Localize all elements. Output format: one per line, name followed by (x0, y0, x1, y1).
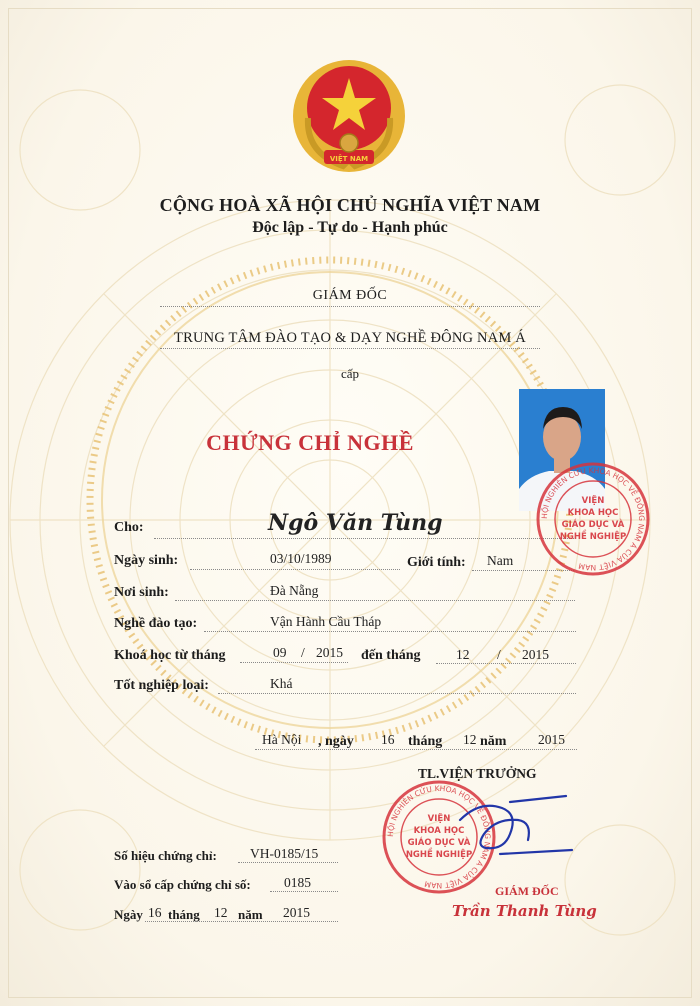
dob-label: Ngày sinh: (114, 553, 179, 568)
course-label: Khoá học từ tháng (114, 648, 226, 663)
fill-line (190, 569, 400, 570)
svg-text:VIỆT NAM: VIỆT NAM (329, 155, 369, 163)
fill-line (204, 631, 576, 632)
course-from-month: 09 (273, 645, 287, 660)
handwritten-signature (440, 790, 580, 870)
month-label: tháng (408, 734, 443, 749)
svg-text:VIỆN: VIỆN (427, 814, 451, 824)
fill-line (175, 600, 575, 601)
official-seal-icon (534, 460, 652, 578)
svg-text:NGHỀ NGHIỆP: NGHỀ NGHIỆP (559, 532, 627, 542)
fill-line (436, 663, 576, 664)
book-value: 0185 (284, 875, 311, 890)
dob-value: 03/10/1989 (270, 551, 332, 566)
grade-value: Khá (270, 676, 293, 691)
reg-month-label: tháng (168, 907, 200, 922)
svg-text:HỘI NGHIÊN CỨU KHOA HỌC VỀ ĐÔN: HỘI NGHIÊN CỨU KHOA HỌC VỀ ĐÔNG NAM Á CỦA VIỆT NAM (539, 465, 647, 573)
course-to-month: 12 (456, 647, 470, 662)
trade-label: Nghề đào tạo: (114, 616, 198, 631)
svg-text:GIÁO DỤC VÀ: GIÁO DỤC VÀ (561, 520, 625, 530)
holder-name: Ngô Văn Tùng (268, 510, 443, 536)
svg-text:HỘI NGHIÊN CỨU KHOA HỌC VỀ ĐÔN: HỘI NGHIÊN CỨU KHOA HỌC VỀ ĐÔNG NAM Á CỦA VIỆT NAM (385, 783, 493, 891)
fill-line (154, 538, 574, 539)
divider (160, 348, 540, 349)
issuer-title: GIÁM ĐỐC (312, 288, 388, 303)
gender-value: Nam (487, 553, 514, 568)
birthplace-value: Đà Nẵng (270, 583, 319, 598)
reg-year-label: năm (238, 907, 263, 922)
national-emblem-icon (288, 58, 410, 180)
svg-text:VIỆN: VIỆN (581, 496, 605, 506)
fill-line (240, 662, 348, 663)
slash: / (301, 645, 305, 660)
issuer-organization: TRUNG TÂM ĐÀO TẠO & DẠY NGHỀ ĐÔNG NAM Á (174, 330, 526, 346)
book-label: Vào sổ cấp chứng chỉ số: (114, 877, 251, 892)
serial-value: VH-0185/15 (250, 846, 319, 861)
reg-date-label: Ngày (114, 907, 143, 922)
issue-place: Hà Nội (262, 732, 302, 747)
certificate-title: CHỨNG CHỈ NGHỀ (206, 430, 414, 455)
issues-word: cấp (340, 366, 360, 381)
reg-year: 2015 (283, 905, 310, 920)
signatory-name: Trần Thanh Tùng (452, 902, 597, 920)
reg-month: 12 (214, 905, 228, 920)
course-to-label: đến tháng (361, 648, 421, 663)
birthplace-label: Nơi sinh: (114, 585, 169, 600)
fill-line (218, 693, 576, 694)
country-name: CỘNG HOÀ XÃ HỘI CHỦ NGHĨA VIỆT NAM (159, 195, 541, 215)
fill-line (255, 749, 577, 750)
serial-label: Số hiệu chứng chỉ: (114, 848, 217, 863)
divider (160, 306, 540, 307)
course-from-year: 2015 (316, 645, 343, 660)
national-motto: Độc lập - Tự do - Hạnh phúc (252, 219, 448, 236)
grade-label: Tốt nghiệp loại: (114, 678, 209, 693)
day-label: , ngày (318, 734, 354, 749)
course-to-year: 2015 (522, 647, 549, 662)
to-label: Cho: (114, 520, 144, 535)
gender-label: Giới tính: (407, 555, 466, 570)
fill-line (145, 921, 338, 922)
signatory-role: GIÁM ĐỐC (495, 884, 559, 898)
fill-line (270, 891, 338, 892)
issue-year: 2015 (538, 732, 565, 747)
on-behalf-title: TL.VIỆN TRƯỞNG (418, 766, 537, 781)
year-label: năm (480, 734, 507, 749)
svg-text:KHOA HỌC: KHOA HỌC (413, 826, 465, 836)
reg-day: 16 (148, 905, 162, 920)
issue-day: 16 (381, 732, 395, 747)
svg-text:KHOA HỌC: KHOA HỌC (567, 508, 619, 518)
trade-value: Vận Hành Cầu Tháp (270, 614, 382, 629)
issue-month: 12 (463, 732, 477, 747)
slash: / (497, 647, 501, 662)
svg-text:NGHỀ NGHIỆP: NGHỀ NGHIỆP (405, 850, 473, 860)
fill-line (238, 862, 338, 863)
svg-text:GIÁO DỤC VÀ: GIÁO DỤC VÀ (407, 838, 471, 848)
